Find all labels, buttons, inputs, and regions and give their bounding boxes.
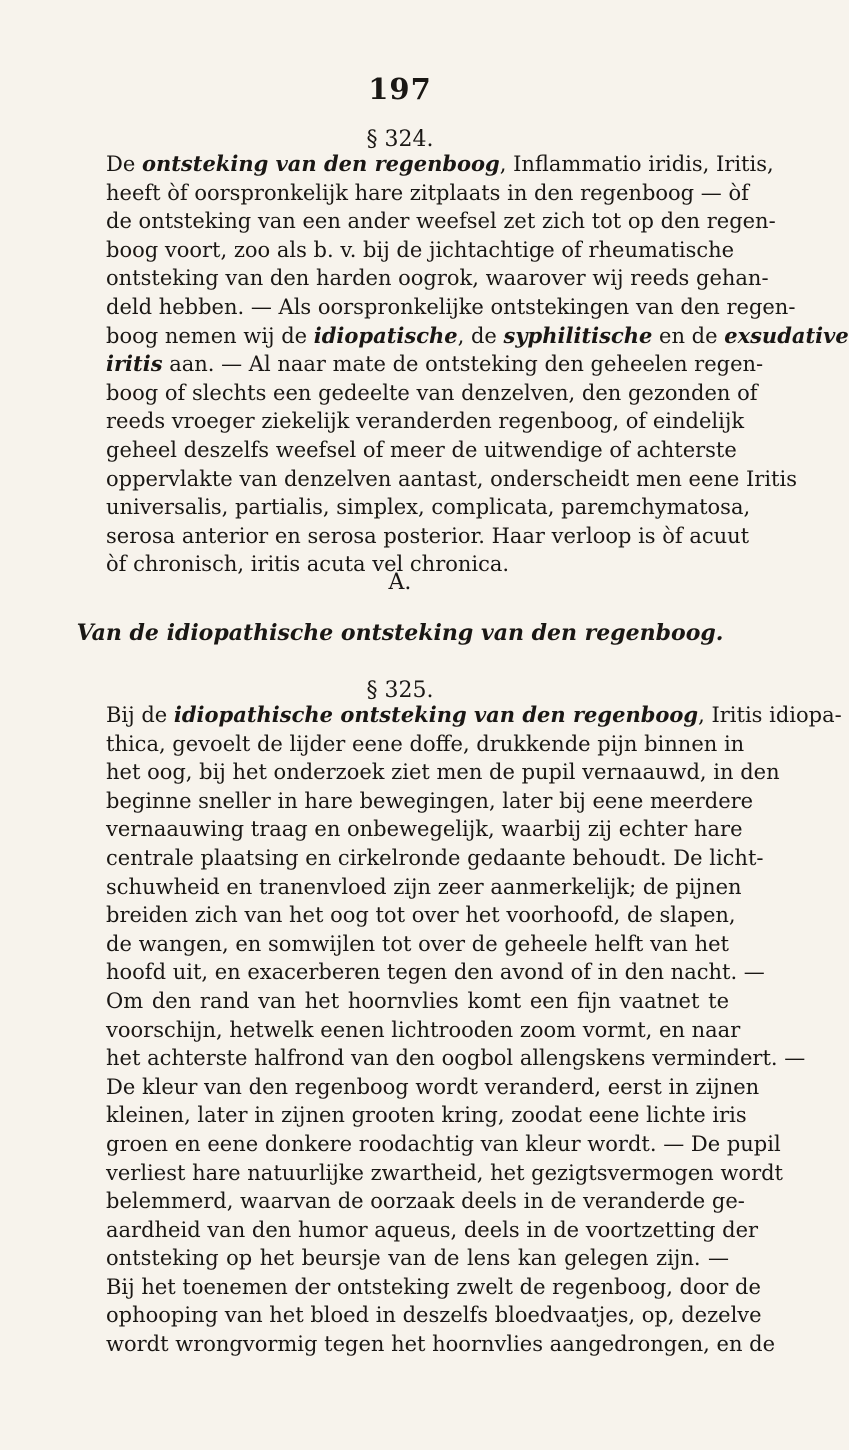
text-line: het oog, bij het onderzoek ziet men de pupil vernaauwd, in den	[106, 760, 780, 785]
text-line: het achterste halfrond van den oogbol allengskens vermindert. —	[106, 1046, 806, 1071]
text-line: de wangen, en somwijlen tot over de geheele helft van het	[106, 931, 729, 956]
emphasis: syphilitische	[503, 322, 653, 348]
text-line: verliest hare natuurlijke zwartheid, het gezigtsvermogen wordt	[106, 1160, 783, 1185]
text-line: boog of slechts een gedeelte van denzelven, den gezonden of	[106, 380, 758, 405]
text-line: belemmerd, waarvan de oorzaak deels in de veranderde ge-	[106, 1189, 745, 1214]
text-line: serosa anterior en serosa posterior. Haar verloop is òf acuut	[106, 523, 750, 548]
page-number: 197	[368, 72, 432, 106]
text-line: òf chronisch, iritis acuta vel chronica.	[106, 552, 510, 577]
text-line: groen en eene donkere roodachtig van kleur wordt. — De pupil	[106, 1131, 781, 1156]
paragraph-324	[106, 150, 849, 579]
subsection-letter: A.	[388, 570, 412, 595]
emphasis: iritis	[106, 351, 163, 377]
text-line: universalis, partialis, simplex, complicata, paremchymatosa,	[106, 495, 751, 520]
emphasis: idiopathische ontsteking van den regenboog	[173, 702, 699, 727]
text-line: reeds vroeger ziekelijk veranderden regenboog, of eindelijk	[106, 409, 745, 434]
text-line: De kleur van den regenboog wordt veranderd, eerst in zijnen	[106, 1074, 760, 1099]
text-line: hoofd uit, en exacerberen tegen den avond of in den nacht. —	[106, 960, 765, 985]
text-line: beginne sneller in hare bewegingen, later bij eene meerdere	[106, 788, 754, 813]
text-line: kleinen, later in zijnen grooten kring, zoodat eene lichte iris	[106, 1103, 747, 1128]
section-heading-324: § 324.	[366, 127, 434, 152]
text-line: breiden zich van het oog tot over het voorhoofd, de slapen,	[106, 903, 736, 928]
text-line: boog nemen wij de idiopatische, de syphilitische en de exsudative	[106, 322, 849, 348]
text-line: thica, gevoelt de lijder eene doffe, drukkende pijn binnen in	[106, 731, 745, 756]
text-line: wordt wrongvormig tegen het hoornvlies aangedrongen, en de	[106, 1332, 776, 1357]
text-line: schuwheid en tranenvloed zijn zeer aanmerkelijk; de pijnen	[106, 874, 742, 899]
text-line: boog voort, zoo als b. v. bij de jichtachtige of rheumatische	[106, 237, 735, 262]
text-line: oppervlakte van denzelven aantast, onderscheidt men eene Iritis	[106, 466, 797, 491]
text-line: De ontsteking van den regenboog, Inflammatio iridis, Iritis,	[106, 151, 774, 176]
text-line: de ontsteking van een ander weefsel zet zich tot op den regen-	[106, 209, 776, 234]
text-line: vernaauwing traag en onbewegelijk, waarbij zij echter hare	[106, 817, 743, 842]
text-line: voorschijn, hetwelk eenen lichtrooden zoom vormt, en naar	[106, 1017, 741, 1042]
subsection-title: Van de idiopathische ontsteking van den regenboog.	[76, 620, 724, 646]
section-heading-325: § 325.	[366, 678, 434, 703]
text-line: deld hebben. — Als oorspronkelijke ontstekingen van den regen-	[106, 294, 796, 319]
text-line: ophooping van het bloed in deszelfs bloedvaatjes, op, dezelve	[106, 1303, 762, 1328]
text-line: centrale plaatsing en cirkelronde gedaante behoudt. De licht-	[106, 845, 764, 870]
emphasis: exsudative	[724, 322, 849, 348]
text-line: Bij het toenemen der ontsteking zwelt de regenboog, door de	[106, 1274, 761, 1299]
emphasis: idiopatische	[313, 322, 458, 348]
emphasis: ontsteking van den regenboog	[141, 151, 500, 176]
paragraph-325	[106, 701, 842, 1359]
text-line: Om den rand van het hoornvlies komt een fijn vaatnet te	[106, 988, 729, 1013]
text-line: ontsteking op het beursje van de lens kan gelegen zijn. —	[106, 1246, 729, 1271]
text-line: iritis aan. — Al naar mate de ontsteking den geheelen regen-	[106, 351, 764, 377]
text-line: aardheid van den humor aqueus, deels in de voortzetting der	[106, 1217, 759, 1242]
text-line: ontsteking van den harden oogrok, waarover wij reeds gehan-	[106, 266, 769, 291]
text-line: heeft òf oorspronkelijk hare zitplaats in den regenboog — òf	[106, 180, 749, 205]
text-line: Bij de idiopathische ontsteking van den regenboog, Iritis idiopa-	[106, 702, 842, 727]
text-line: geheel deszelfs weefsel of meer de uitwendige of achterste	[106, 437, 737, 462]
